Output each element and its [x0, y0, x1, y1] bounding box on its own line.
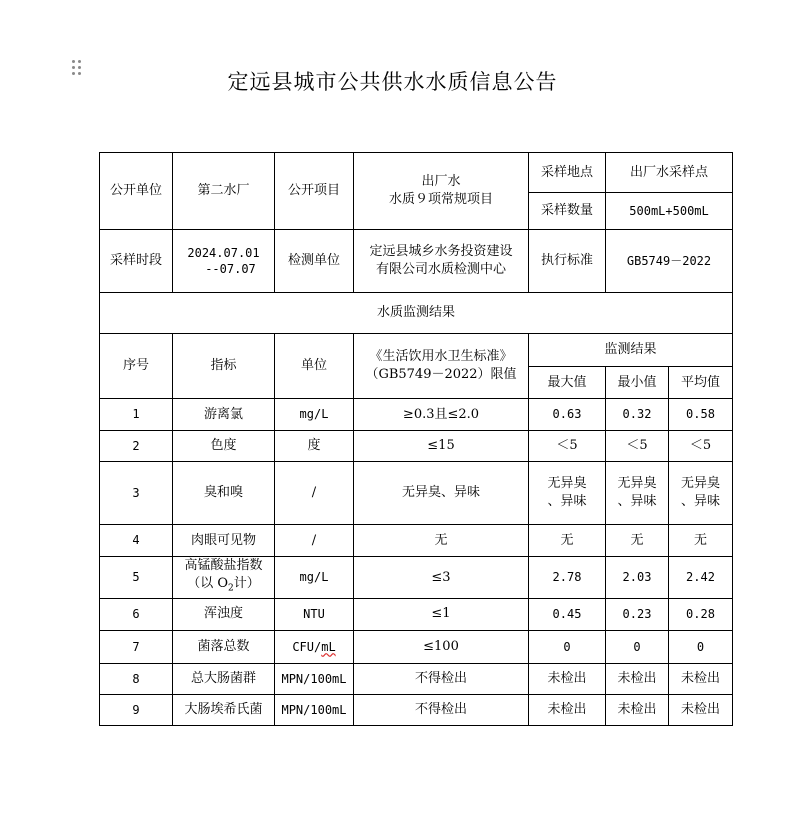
row-avg: 未检出	[669, 694, 733, 725]
row-indicator: 臭和嗅	[173, 462, 275, 525]
row-limit: ≥0.3且≤2.0	[354, 399, 529, 431]
row-min-line-1: 无异臭	[617, 476, 657, 492]
lab-value	[354, 230, 529, 293]
row-max-line-1: 无异臭	[547, 476, 587, 492]
row-unit: MPN/100mL	[275, 694, 354, 725]
site-value: 出厂水采样点	[606, 153, 733, 193]
row-indicator: 肉眼可见物	[173, 525, 275, 557]
time-value	[173, 230, 275, 293]
row-unit: /	[275, 525, 354, 557]
row-min: 0.23	[606, 598, 669, 630]
row-max-line-2: 、异味	[547, 494, 587, 509]
col-limit	[354, 334, 529, 399]
row-avg: 0.58	[669, 399, 733, 431]
col-limit-line-1: 《生活饮用水卫生标准》	[369, 349, 513, 365]
row-avg: 0	[669, 630, 733, 663]
row-indicator	[173, 557, 275, 599]
row-seq: 4	[100, 525, 173, 557]
row-indicator: 浑浊度	[173, 598, 275, 630]
row-avg: 2.42	[669, 557, 733, 599]
row-limit: ≤100	[354, 630, 529, 663]
row-max: 无	[529, 525, 606, 557]
row-avg-line-2: 、异味	[681, 494, 721, 509]
row-limit: 无	[354, 525, 529, 557]
row-seq: 2	[100, 431, 173, 462]
row-max: 0	[529, 630, 606, 663]
row-seq: 9	[100, 694, 173, 725]
row-avg: 0.28	[669, 598, 733, 630]
table-row	[100, 694, 733, 725]
row-max: 未检出	[529, 663, 606, 694]
row-indicator: 菌落总数	[173, 630, 275, 663]
row-unit: /	[275, 462, 354, 525]
time-label: 采样时段	[100, 230, 173, 293]
time-line-2: --07.07	[205, 262, 256, 276]
row-indicator-line-2b: 计）	[233, 576, 260, 591]
col-max: 最大值	[529, 367, 606, 399]
item-line-2: 水质９项常规项目	[388, 192, 493, 207]
table-row	[100, 630, 733, 663]
lab-line-2: 有限公司水质检测中心	[375, 262, 506, 277]
row-max: ＜5	[529, 431, 606, 462]
site-label: 采样地点	[529, 153, 606, 193]
qty-label: 采样数量	[529, 193, 606, 230]
lab-line-1: 定远县城乡水务投资建设	[369, 244, 513, 260]
row-min: 无	[606, 525, 669, 557]
qty-value: 500mL+500mL	[606, 193, 733, 230]
row-indicator: 色度	[173, 431, 275, 462]
header-row-3	[100, 230, 733, 293]
row-min: ＜5	[606, 431, 669, 462]
col-results: 监测结果	[529, 334, 733, 367]
table-row	[100, 431, 733, 462]
row-max: 0.63	[529, 399, 606, 431]
row-seq: 5	[100, 557, 173, 599]
row-indicator: 游离氯	[173, 399, 275, 431]
row-unit: NTU	[275, 598, 354, 630]
row-min	[606, 462, 669, 525]
row-unit: mg/L	[275, 399, 354, 431]
time-line-1: 2024.07.01	[187, 245, 260, 260]
row-avg-line-1: 无异臭	[681, 476, 721, 492]
row-indicator-line-1: 高锰酸盐指数	[184, 558, 263, 573]
row-avg	[669, 462, 733, 525]
lab-label: 检测单位	[275, 230, 354, 293]
row-indicator-line-2a: （以 O	[187, 576, 229, 591]
row-avg: 未检出	[669, 663, 733, 694]
table-row	[100, 399, 733, 431]
row-limit: 不得检出	[354, 694, 529, 725]
row-unit	[275, 630, 354, 663]
row-max: 0.45	[529, 598, 606, 630]
col-avg: 平均值	[669, 367, 733, 399]
row-min: 0	[606, 630, 669, 663]
row-min: 0.32	[606, 399, 669, 431]
col-indicator: 指标	[173, 334, 275, 399]
col-limit-line-2: （GB5749－2022）限值	[365, 367, 517, 382]
row-indicator-line-2	[175, 575, 272, 598]
column-header-row-1	[100, 334, 733, 367]
row-indicator: 大肠埃希氏菌	[173, 694, 275, 725]
unit-label: 公开单位	[100, 153, 173, 230]
page-title: 定远县城市公共供水水质信息公告	[227, 70, 558, 95]
row-indicator: 总大肠菌群	[173, 663, 275, 694]
col-min: 最小值	[606, 367, 669, 399]
col-seq: 序号	[100, 334, 173, 399]
row-max: 2.78	[529, 557, 606, 599]
item-value	[354, 153, 529, 230]
row-limit: ≤1	[354, 598, 529, 630]
row-seq: 8	[100, 663, 173, 694]
row-unit: MPN/100mL	[275, 663, 354, 694]
row-unit-a: CFU/	[292, 639, 322, 654]
table-row	[100, 462, 733, 525]
table-row	[100, 557, 733, 599]
row-seq: 7	[100, 630, 173, 663]
item-label: 公开项目	[275, 153, 354, 230]
table-row	[100, 663, 733, 694]
header-row-1	[100, 153, 733, 193]
row-max: 未检出	[529, 694, 606, 725]
table-row	[100, 525, 733, 557]
unit-value: 第二水厂	[173, 153, 275, 230]
water-quality-table	[99, 152, 733, 726]
row-limit: ≤3	[354, 557, 529, 599]
row-min-line-2: 、异味	[617, 494, 657, 509]
row-limit: 无异臭、异味	[354, 462, 529, 525]
row-unit: mg/L	[275, 557, 354, 599]
row-seq: 6	[100, 598, 173, 630]
row-max	[529, 462, 606, 525]
row-avg: ＜5	[669, 431, 733, 462]
row-indicator-subscript: 2	[228, 583, 234, 594]
row-min: 2.03	[606, 557, 669, 599]
row-seq: 1	[100, 399, 173, 431]
row-min: 未检出	[606, 663, 669, 694]
section-title: 水质监测结果	[100, 293, 733, 334]
table-row	[100, 598, 733, 630]
row-limit: ≤15	[354, 431, 529, 462]
row-avg: 无	[669, 525, 733, 557]
row-unit-b: mL	[321, 639, 336, 654]
row-limit: 不得检出	[354, 663, 529, 694]
item-line-1: 出厂水	[421, 174, 461, 190]
std-value: GB5749－2022	[606, 230, 733, 293]
row-min: 未检出	[606, 694, 669, 725]
section-row	[100, 293, 733, 334]
row-seq: 3	[100, 462, 173, 525]
std-label: 执行标准	[529, 230, 606, 293]
row-unit: 度	[275, 431, 354, 462]
col-unit: 单位	[275, 334, 354, 399]
